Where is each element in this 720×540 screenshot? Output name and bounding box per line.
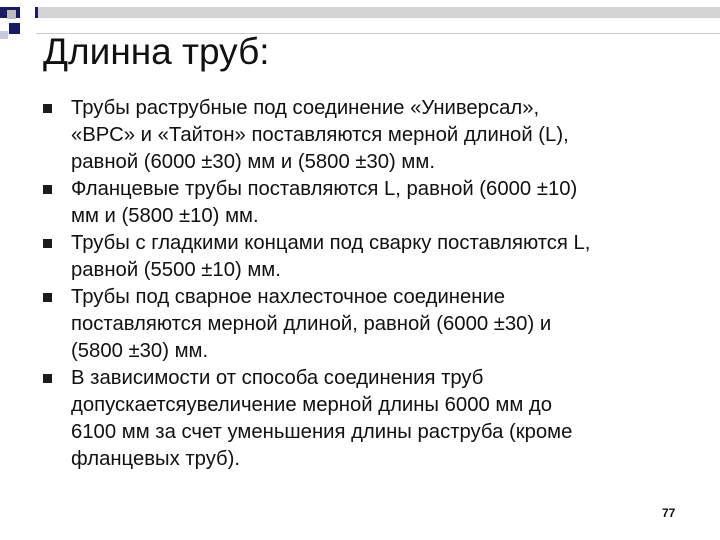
bullet-item (43, 176, 703, 230)
page-number: 77 (662, 506, 676, 520)
bullet-item (43, 95, 703, 176)
decor-square-gray (7, 10, 16, 19)
square-bullet-icon (43, 185, 52, 194)
bullet-item (43, 365, 703, 473)
bullet-text: Фланцевые трубы поставляются L, равной (6000 ±10) мм и (5800 ±10) мм. (71, 178, 578, 227)
bullet-text: Трубы с гладкими концами под сварку поставляются L, равной (5500 ±10) мм. (71, 232, 591, 281)
decor-square-light (0, 31, 8, 39)
square-bullet-icon (43, 104, 52, 113)
bullet-text: Трубы раструбные под соединение «Универсал», «ВРС» и «Тайтон» поставляются мерной длиной (L), равной (6000 ±30) мм и (5800 ±30) мм. (71, 97, 569, 173)
bullet-text: Трубы под сварное нахлесточное соединение поставляются мерной длиной, равной (6000 ±30) и (5800 ±30) мм. (71, 286, 552, 362)
bullet-item (43, 230, 703, 284)
square-bullet-icon (43, 293, 52, 302)
bullet-item (43, 284, 703, 365)
slide-title: Длинна труб: (43, 31, 270, 72)
header-bar-light (38, 7, 720, 18)
bullet-text: В зависимости от способа соединения труб допускаетсяувеличение мерной длины 6000 мм до 6100 мм за счет уменьшения длины раструба (кроме фланцевых труб). (71, 367, 573, 470)
bullet-list (43, 95, 703, 473)
decor-square-white (20, 5, 35, 20)
square-bullet-icon (43, 374, 52, 383)
square-bullet-icon (43, 239, 52, 248)
decor-square-dark (9, 23, 20, 34)
